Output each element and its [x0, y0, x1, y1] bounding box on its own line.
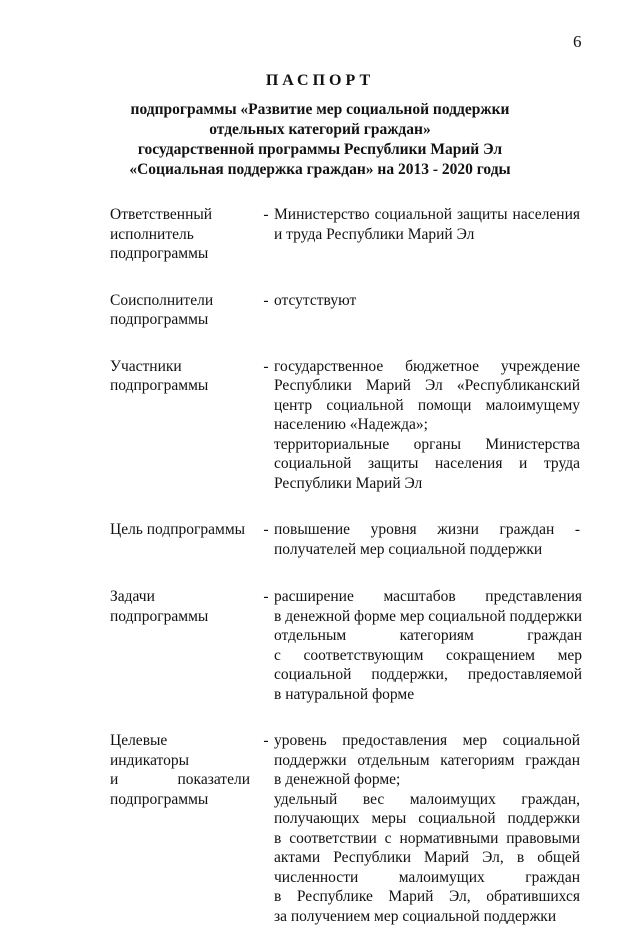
value-line: территориальные органы Министерства [274, 435, 580, 455]
value-line: в Республике Марий Эл, обратившихся [274, 887, 580, 907]
value-line: актами Республики Марий Эл, в общей [274, 848, 580, 868]
row-dash: - [258, 291, 274, 311]
passport-row-tasks [110, 587, 580, 704]
page-number: 6 [573, 32, 582, 52]
document-subtitle [0, 100, 640, 180]
label-line: подпрограммы [110, 790, 258, 810]
value-line: отдельным категориям граждан [274, 626, 582, 646]
subtitle-line: подпрограммы «Развитие мер социальной поддержки [0, 100, 640, 120]
passport-row-goal [110, 520, 580, 559]
row-label [110, 520, 258, 540]
row-value [274, 291, 580, 311]
value-line: Республики Марий Эл [274, 474, 580, 494]
value-line: численности малоимущих граждан [274, 868, 580, 888]
document-title: ПАСПОРТ [0, 72, 640, 90]
label-word: и [110, 770, 118, 790]
label-line: Участники [110, 357, 258, 377]
value-line: Министерство социальной защиты населения [274, 205, 580, 225]
passport-row-participants [110, 357, 580, 494]
value-line: с соответствующим сокращением мер [274, 646, 582, 666]
row-label [110, 291, 258, 330]
passport-table [110, 205, 580, 926]
label-line: подпрограммы [110, 310, 258, 330]
label-line: Целевые [110, 731, 258, 751]
label-line: исполнитель [110, 225, 258, 245]
row-value [274, 520, 580, 559]
row-value [274, 357, 580, 494]
row-value [274, 731, 580, 926]
label-line: индикаторы [110, 751, 258, 771]
value-line: Республики Марий Эл «Республиканский [274, 376, 580, 396]
passport-row-indicators [110, 731, 580, 926]
row-label [110, 205, 258, 264]
value-line: расширение масштабов представления [274, 587, 582, 607]
value-line: получателей мер социальной поддержки [274, 540, 580, 560]
value-line: населению «Надежда»; [274, 415, 580, 435]
value-line: в натуральной форме [274, 685, 582, 705]
label-line: подпрограммы [110, 376, 258, 396]
passport-row-responsible [110, 205, 580, 264]
value-line: повышение уровня жизни граждан - [274, 520, 580, 540]
row-dash: - [258, 520, 274, 540]
value-line: поддержки отдельным категориям граждан [274, 751, 580, 771]
value-line: за получением мер социальной поддержки [274, 907, 580, 926]
value-line: социальной защиты населения и труда [274, 454, 580, 474]
row-dash: - [258, 205, 274, 225]
passport-row-coexecutors [110, 291, 580, 330]
row-dash: - [258, 357, 274, 377]
row-value [274, 587, 582, 704]
value-line: получающих меры социальной поддержки [274, 809, 580, 829]
subtitle-line: отдельных категорий граждан» [0, 120, 640, 140]
label-line: Задачи [110, 587, 258, 607]
value-line: социальной поддержки, предоставляемой [274, 665, 582, 685]
value-line: и труда Республики Марий Эл [274, 225, 580, 245]
row-label [110, 357, 258, 396]
value-line: государственное бюджетное учреждение [274, 357, 580, 377]
label-line: Ответственный [110, 205, 258, 225]
value-line: удельный вес малоимущих граждан, [274, 790, 580, 810]
value-line: в соответствии с нормативными правовыми [274, 829, 580, 849]
label-line: Цель подпрограммы [110, 520, 258, 540]
label-line: Соисполнители [110, 291, 258, 311]
row-label [110, 587, 258, 626]
row-dash: - [258, 731, 274, 751]
label-word: показатели [177, 770, 250, 790]
value-line: уровень предоставления мер социальной [274, 731, 580, 751]
subtitle-line: государственной программы Республики Марий Эл [0, 140, 640, 160]
value-line: в денежной форме; [274, 770, 580, 790]
value-line: центр социальной помощи малоимущему [274, 396, 580, 416]
label-line [110, 770, 250, 790]
label-line: подпрограммы [110, 607, 258, 627]
label-line: подпрограммы [110, 244, 258, 264]
row-dash: - [258, 587, 274, 607]
value-line: отсутствуют [274, 291, 580, 311]
value-line: в денежной форме мер социальной поддержки [274, 607, 582, 627]
subtitle-line: «Социальная поддержка граждан» на 2013 - 2020 годы [0, 160, 640, 180]
row-value [274, 205, 580, 244]
row-label [110, 731, 258, 809]
